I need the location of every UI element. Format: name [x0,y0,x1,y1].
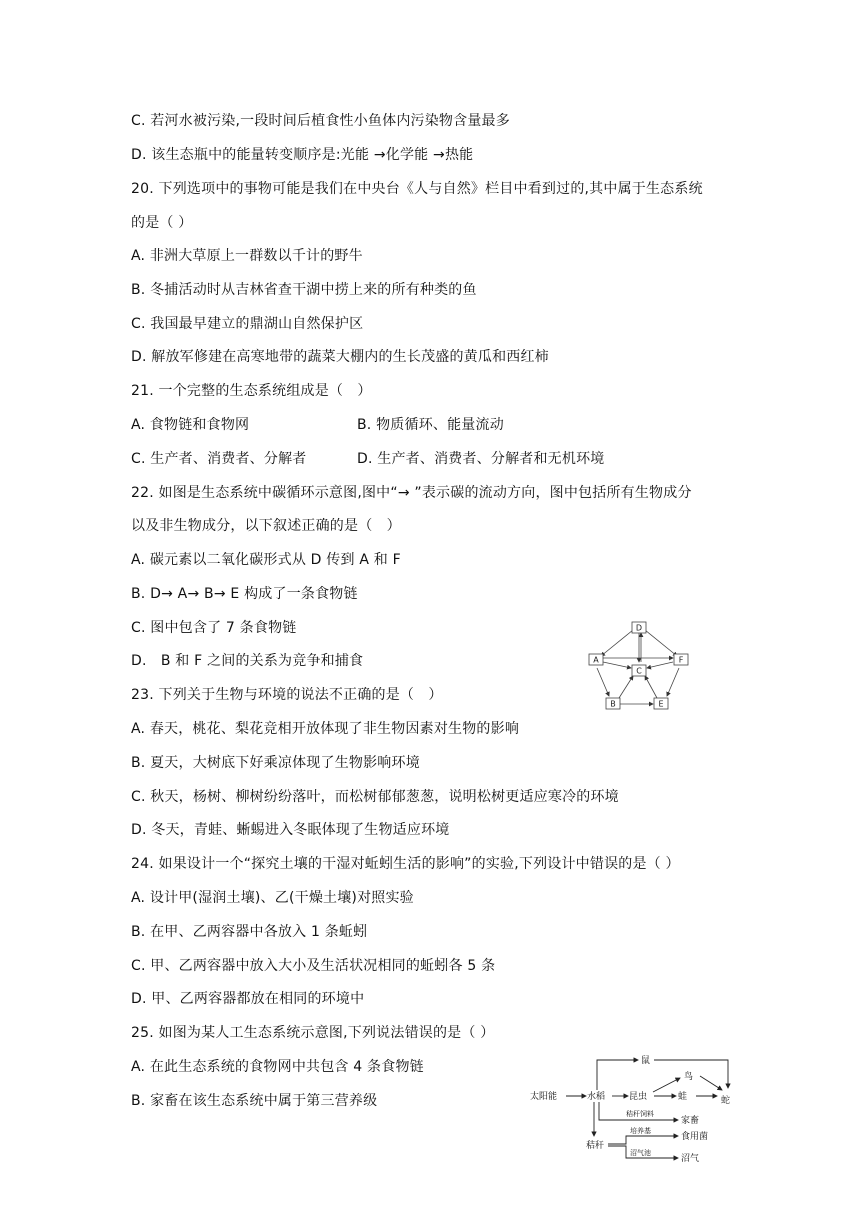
option-23c: C. 秋天，杨树、柳树纷纷落叶，而松树郁郁葱葱，说明松树更适应寒冷的环境 [131,789,619,805]
option-23d: D. 冬天，青蛙、蜥蜴进入冬眠体现了生物适应环境 [131,822,450,838]
label-bird: 鸟 [684,1072,694,1082]
carbon-cycle-diagram [583,618,699,718]
label-biogas: 沼气 [681,1154,700,1164]
option-23b: B. 夏天，大树底下好乘凉体现了生物影响环境 [131,755,420,771]
label-livestock: 家畜 [681,1116,700,1126]
question-25: 25. 如图为某人工生态系统示意图,下列说法错误的是（ ） [131,1025,495,1041]
option-20c: C. 我国最早建立的鼎湖山自然保护区 [131,316,364,332]
label-straw: 秸秆 [586,1141,605,1151]
node-f: F [678,655,684,665]
option-25a: A. 在此生态系统的食物网中共包含 4 条食物链 [131,1059,424,1075]
label-rat: 鼠 [641,1056,651,1066]
label-snake: 蛇 [721,1096,731,1106]
option-21d: D. 生产者、消费者、分解者和无机环境 [357,451,605,467]
option-22b: B. D→ A→ B→ E 构成了一条食物链 [131,586,358,602]
label-substrate: 培养基 [630,1127,651,1135]
question-20-cont: 的是（ ） [131,215,193,231]
option-24b: B. 在甲、乙两容器中各放入 1 条蚯蚓 [131,924,368,940]
label-rice: 水稻 [587,1092,606,1102]
option-19c: C. 若河水被污染,一段时间后植食性小鱼体内污染物含量最多 [131,113,510,129]
option-25b: B. 家畜在该生态系统中属于第三营养级 [131,1093,378,1109]
option-24c: C. 甲、乙两容器中放入大小及生活状况相同的蚯蚓各 5 条 [131,958,496,974]
option-21c: C. 生产者、消费者、分解者 [131,451,307,467]
label-biogas-pool: 沼气池 [630,1149,651,1157]
option-21b: B. 物质循环、能量流动 [357,417,504,433]
node-e: E [658,699,664,709]
option-20b: B. 冬捕活动时从吉林省查干湖中捞上来的所有种类的鱼 [131,282,477,298]
label-feed: 秸秆饲料 [626,1110,654,1118]
question-21: 21. 一个完整的生态系统组成是（ ） [131,383,372,399]
question-23: 23. 下列关于生物与环境的说法不正确的是（ ） [131,687,443,703]
question-22: 22. 如图是生态系统中碳循环示意图,图中“→ ”表示碳的流动方向，图中包括所有生物成分 [131,485,692,501]
option-24d: D. 甲、乙两容器都放在相同的环境中 [131,991,365,1007]
node-b: B [610,699,616,709]
node-d: D [635,623,643,633]
option-22c: C. 图中包含了 7 条食物链 [131,620,297,636]
label-fungus: 食用菌 [681,1132,709,1142]
option-24a: A. 设计甲(湿润土壤)、乙(干燥土壤)对照实验 [131,890,414,906]
option-22d: D. B 和 F 之间的关系为竞争和捕食 [131,653,364,669]
question-20: 20. 下列选项中的事物可能是我们在中央台《人与自然》栏目中看到过的,其中属于生态系统 [131,181,703,197]
option-19d: D. 该生态瓶中的能量转变顺序是:光能 →化学能 →热能 [131,147,474,163]
option-20a: A. 非洲大草原上一群数以千计的野牛 [131,248,363,264]
label-frog: 蛙 [678,1092,688,1102]
label-sun: 太阳能 [530,1092,558,1102]
option-20d: D. 解放军修建在高寒地带的蔬菜大棚内的生长茂盛的黄瓜和西红柿 [131,349,549,365]
label-insect: 昆虫 [629,1092,648,1102]
option-22a: A. 碳元素以二氧化碳形式从 D 传到 A 和 F [131,552,401,568]
node-c: C [636,666,642,676]
node-a: A [593,655,599,665]
option-21a: A. 食物链和食物网 [131,417,250,433]
option-23a: A. 春天，桃花、梨花竞相开放体现了非生物因素对生物的影响 [131,721,520,737]
artificial-ecosystem-diagram [528,1048,744,1172]
question-24: 24. 如果设计一个“探究土壤的干湿对蚯蚓生活的影响”的实验,下列设计中错误的是（ ） [131,856,680,872]
question-22-cont: 以及非生物成分，以下叙述正确的是（ ） [131,518,401,534]
